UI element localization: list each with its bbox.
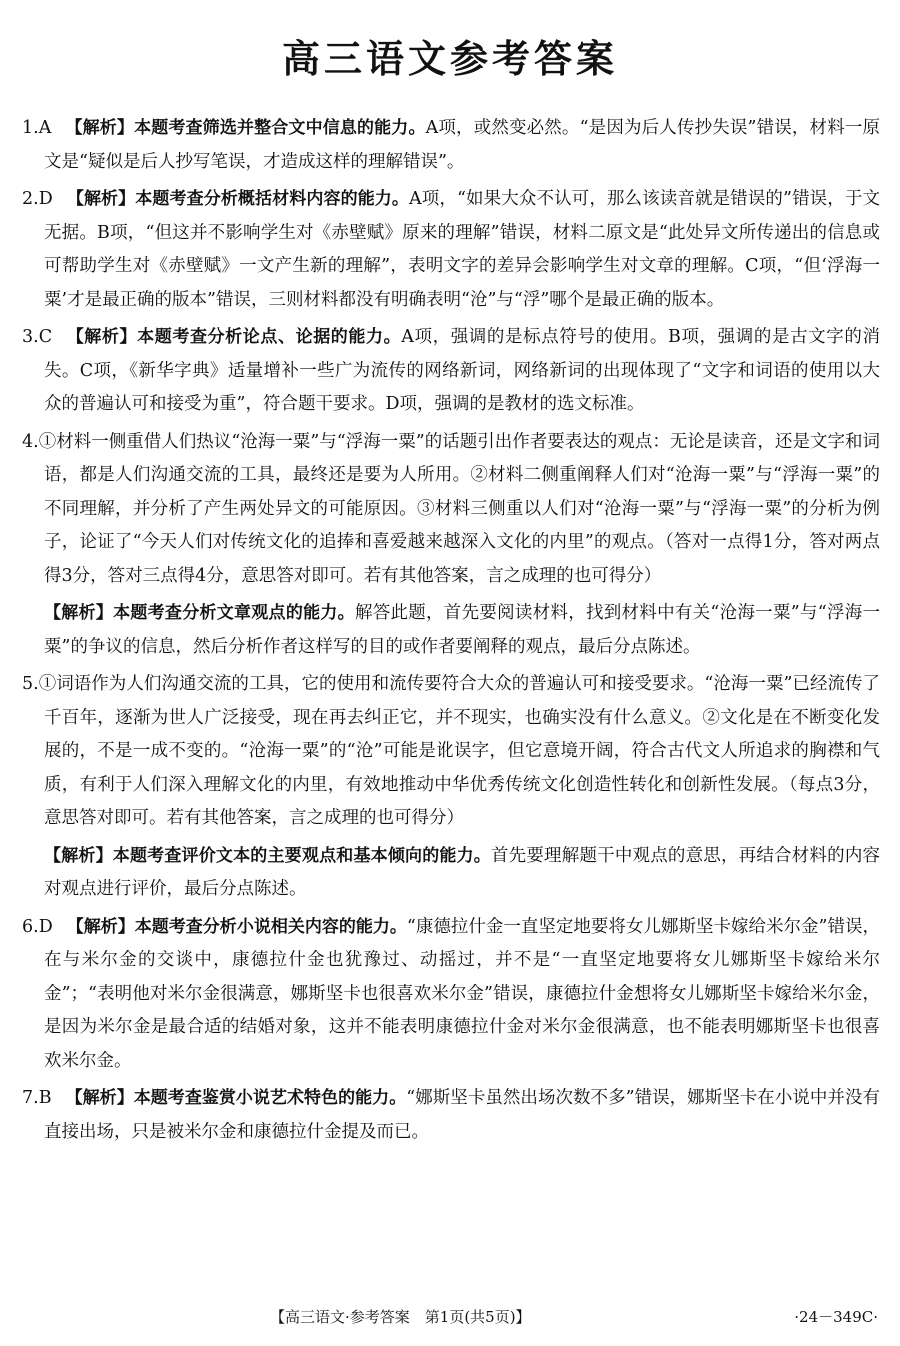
analysis-tag: 【解析】本题考查鉴赏小说艺术特色的能力。 xyxy=(65,1088,407,1108)
analysis-text: 解答此题，首先要阅读材料，找到材料中有关“沧海一粟”与“浮海一粟”的争议的信息，然后分析作者这样写的目的或作者要阐释的观点，最后分点陈述。 xyxy=(44,603,880,657)
footer-page-info: 【高三语文·参考答案 第1页(共5页)】 xyxy=(270,1308,531,1326)
item-answer: C xyxy=(38,327,53,347)
item-number: 4. xyxy=(22,431,39,452)
answer-item-4 xyxy=(22,426,880,594)
analysis-tag: 【解析】本题考查分析小说相关内容的能力。 xyxy=(66,916,407,937)
item-answer: D xyxy=(38,916,53,937)
analysis-text: A项，强调的是标点符号的使用。B项，强调的是古文字的消失。C项，《新华字典》适量增补一些广为流传的网络新词，网络新词的出现体现了“文字和词语的使用以大众的普遍认可和接受为重”，符合题干要求。D项，强调的是教材的选文标准。 xyxy=(44,327,881,414)
footer-code: ·24－349C· xyxy=(794,1308,878,1326)
answer-item-2 xyxy=(22,183,880,317)
analysis-text: A项，或然变必然。“是因为后人传抄失误”错误，材料一原文是“疑似是后人抄写笔误，才造成这样的理解错误”。 xyxy=(44,118,880,172)
answer-item-6 xyxy=(22,911,880,1079)
analysis-text: A项，“如果大众不认可，那么该读音就是错误的”错误，于文无据。B项，“但这并不影响学生对《赤壁赋》原来的理解”错误，材料二原文是“此处异文所传递出的信息或可帮助学生对《赤壁赋》一文产生新的理解”，表明文字的差异会影响学生对文章的理解。C项，“但‘浮海一粟’才是最正确的版本”错误，三则材料都没有明确表明“沧”与“浮”哪个是最正确的版本。 xyxy=(44,189,881,310)
answer-text: ①材料一侧重借人们热议“沧海一粟”与“浮海一粟”的话题引出作者要表达的观点：无论是读音，还是文字和词语，都是人们沟通交流的工具，最终还是要为人所用。②材料二侧重阐释人们对“沧海一粟”与“浮海一粟”的不同理解，并分析了产生两处异文的可能原因。③材料三侧重以人们对“沧海一粟”与“浮海一粟”的分析为例子，论证了“今天人们对传统文化的追捧和喜爱越来越深入文化的内里”的观点。（答对一点得1分，答对两点得3分，答对三点得4分，意思答对即可。若有其他答案，言之成理的也可得分） xyxy=(38,431,880,586)
item-number: 5. xyxy=(22,674,39,694)
item-answer: A xyxy=(38,118,52,138)
analysis-text: 首先要理解题干中观点的意思，再结合材料的内容对观点进行评价，最后分点陈述。 xyxy=(44,845,881,899)
item-answer: B xyxy=(38,1088,52,1108)
answer-item-1 xyxy=(22,112,880,179)
page-footer xyxy=(0,1306,900,1334)
analysis-tag: 【解析】本题考查分析概括材料内容的能力。 xyxy=(66,189,410,209)
analysis-tag: 【解析】本题考查分析论点、论据的能力。 xyxy=(66,327,402,347)
item-number: 1. xyxy=(22,118,39,138)
answer-item-7 xyxy=(22,1082,880,1149)
analysis-tag: 【解析】本题考查分析文章观点的能力。 xyxy=(44,603,355,623)
item-number: 6. xyxy=(22,916,39,937)
answer-item-5 xyxy=(22,668,880,836)
answer-list xyxy=(22,112,880,1153)
item-number: 2. xyxy=(22,189,39,209)
analysis-note-5 xyxy=(22,840,880,907)
page-title: 高三语文参考答案 xyxy=(281,37,618,81)
item-number: 3. xyxy=(22,327,39,347)
item-answer: D xyxy=(38,189,53,209)
analysis-note-4 xyxy=(22,597,880,664)
analysis-text: “康德拉什金一直坚定地要将女儿娜斯坚卡嫁给米尔金”错误，在与米尔金的交谈中，康德拉什金也犹豫过、动摇过，并不是“一直坚定地要将女儿娜斯坚卡嫁给米尔金”；“表明他对米尔金很满意，娜斯坚卡也很喜欢米尔金”错误，康德拉什金想将女儿娜斯坚卡嫁给米尔金，是因为米尔金是最合适的结婚对象，这并不能表明康德拉什金对米尔金很满意，也不能表明娜斯坚卡也很喜欢米尔金。 xyxy=(44,916,880,1071)
analysis-text: “娜斯坚卡虽然出场次数不多”错误，娜斯坚卡在小说中并没有直接出场，只是被米尔金和康德拉什金提及而已。 xyxy=(44,1088,880,1142)
analysis-tag: 【解析】本题考查筛选并整合文中信息的能力。 xyxy=(65,118,426,138)
analysis-tag: 【解析】本题考查评价文本的主要观点和基本倾向的能力。 xyxy=(44,845,491,866)
item-number: 7. xyxy=(22,1088,39,1108)
answer-text: ①词语作为人们沟通交流的工具，它的使用和流传要符合大众的普遍认可和接受要求。“沧海一粟”已经流传了千百年，逐渐为世人广泛接受，现在再去纠正它，并不现实，也确实没有什么意义。②文化是在不断变化发展的，不是一成不变的。“沧海一粟”的“沧”可能是讹误字，但它意境开阔，符合古代文人所追求的胸襟和气质，有利于人们深入理解文化的内里，有效地推动中华优秀传统文化创造性转化和创新性发展。（每点3分，意思答对即可。若有其他答案，言之成理的也可得分） xyxy=(38,674,880,828)
answer-item-3 xyxy=(22,321,880,422)
